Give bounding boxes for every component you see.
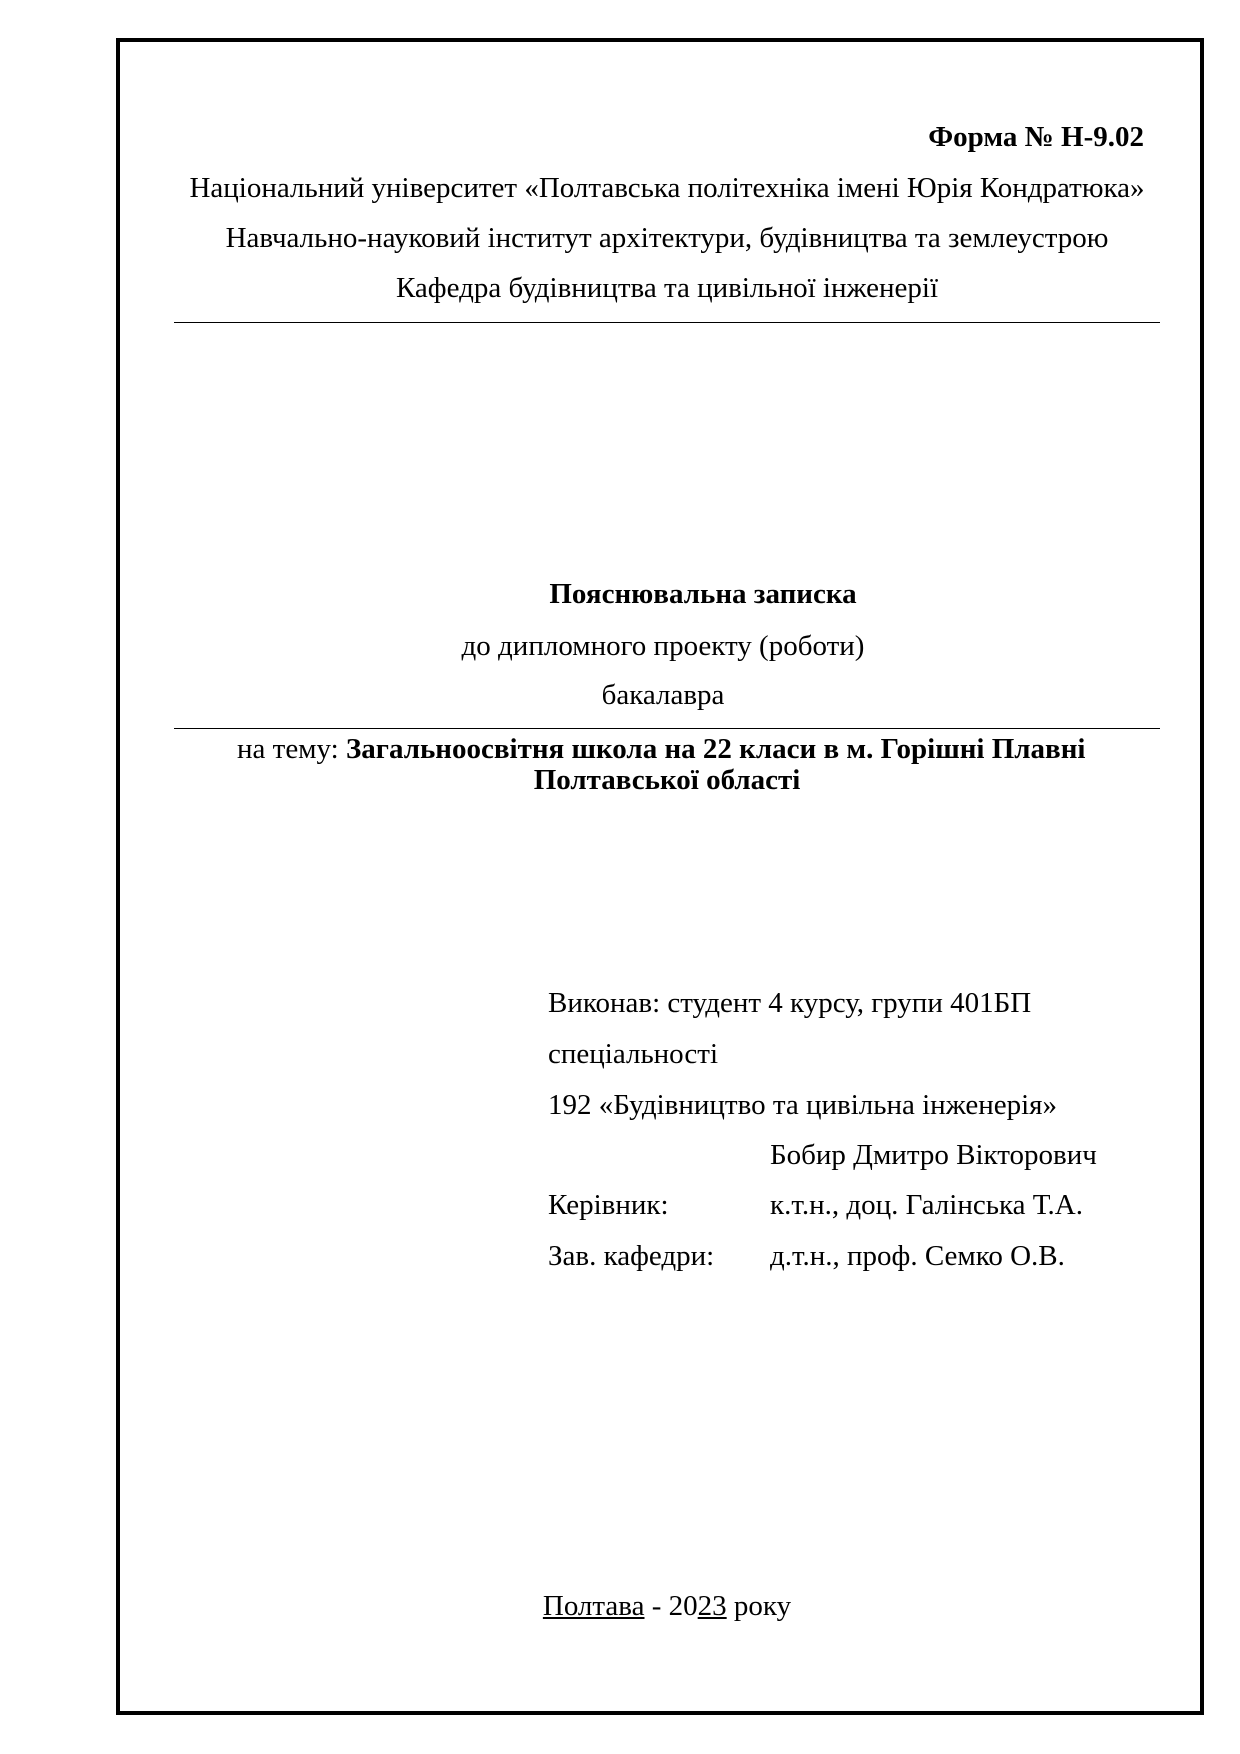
title-subline-2: бакалавра (601, 679, 725, 711)
city: Полтава (542, 1590, 645, 1622)
institute-name: Навчально-науковий інститут архітектури, будівництва та землеустрою (225, 222, 1109, 254)
head-name: д.т.н., проф. Семко О.В. (770, 1240, 1065, 1272)
header-divider (174, 322, 1160, 323)
department-name: Кафедра будівництва та цивільної інженерії (395, 272, 939, 304)
university-name: Національний університет «Полтавська політехніка імені Юрія Кондратюка» (189, 172, 1145, 204)
year-suffix: 23 (697, 1590, 727, 1622)
title-divider (174, 728, 1160, 729)
head-label: Зав. кафедри: (548, 1240, 715, 1272)
supervisor-name: к.т.н., доц. Галінська Т.А. (770, 1189, 1083, 1221)
form-number: Форма № Н-9.02 (928, 121, 1144, 153)
year-word: року (726, 1590, 792, 1622)
topic-prefix: на тему: (237, 733, 346, 765)
performed-by: Виконав: студент 4 курсу, групи 401БП (548, 987, 1032, 1019)
topic-title: Загальноосвітня школа на 22 класи в м. Горішні Плавні (345, 733, 1086, 765)
supervisor-label: Керівник: (548, 1189, 669, 1221)
year-prefix: - 20 (644, 1590, 698, 1622)
document-title: Пояснювальна записка (549, 578, 857, 610)
place-and-year (174, 1592, 1160, 1621)
specialty-label: спеціальності (548, 1038, 719, 1070)
topic-line-1 (237, 735, 1085, 764)
student-name: Бобир Дмитро Вікторович (770, 1139, 1097, 1171)
specialty-name: 192 «Будівництво та цивільна інженерія» (548, 1089, 1058, 1121)
topic-line-2: Полтавської області (533, 764, 801, 796)
title-subline-1: до дипломного проекту (роботи) (461, 630, 865, 662)
